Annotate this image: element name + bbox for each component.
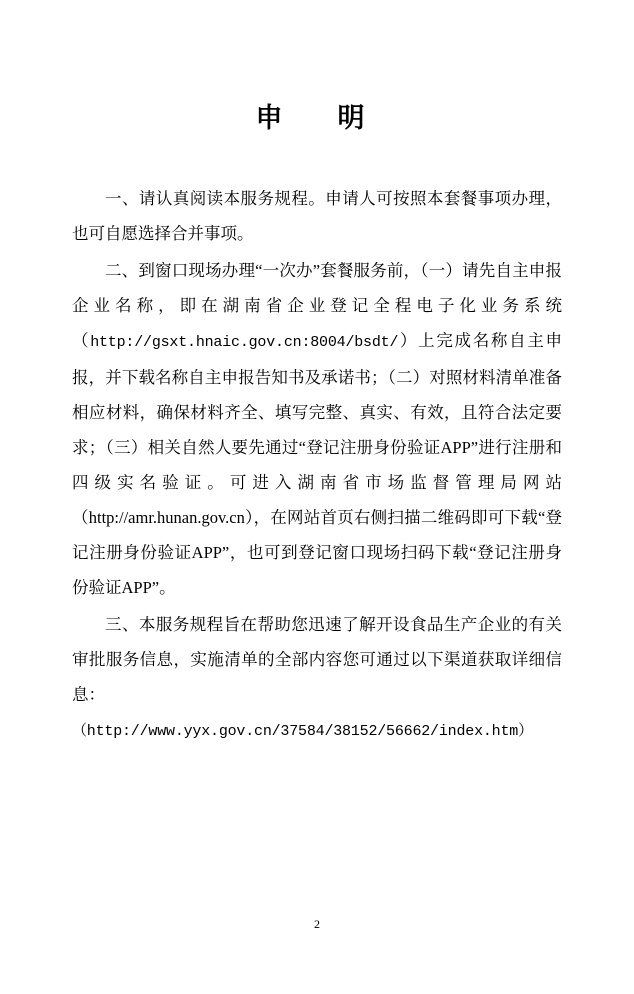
page-title: 申 明	[255, 103, 379, 133]
page-number: 2	[314, 917, 320, 931]
registration-system-url[interactable]: http://gsxt.hnaic.gov.cn:8004/bsdt/	[90, 334, 399, 351]
paragraph-two-text-c: ），在网站首页右侧扫描二维码即可下载“登记注册身份验证APP”，也可到登记窗口现场扫码下载“登记注册身份验证APP”。	[72, 508, 563, 597]
document-page	[0, 96, 634, 994]
paragraph-three: 三、本服务规程旨在帮助您迅速了解开设食品生产企业的有关审批服务信息，实施清单的全部内容您可通过以下渠道获取详细信息：	[72, 615, 562, 704]
paragraph-two-text-b: ）上完成名称自主申报，并下载名称自主申报告知书及承诺书；（二）对照材料清单准备相应材料，确保材料齐全、填写完整、真实、有效，且符合法定要求；（三）相关自然人要先通过“登记注册身份验证APP”进行注册和四级实名验证。可进入湖南省市场监督管理局网站（	[72, 331, 563, 527]
paragraph-two	[72, 253, 562, 605]
service-guide-url[interactable]: （http://www.yyx.gov.cn/37584/38152/56662/index.htm）	[72, 723, 533, 740]
amr-hunan-url[interactable]: http://amr.hunan.gov.cn	[88, 508, 245, 527]
document-body	[72, 181, 562, 749]
paragraph-two-text-a: 二、到窗口现场办理“一次办”套餐服务前，（一）请先自主申报企业名称，即在湖南省企业登记全程电子化业务系统（	[72, 261, 562, 350]
paragraph-one: 一、请认真阅读本服务规程。申请人可按照本套餐事项办理，也可自愿选择合并事项。	[72, 189, 562, 243]
